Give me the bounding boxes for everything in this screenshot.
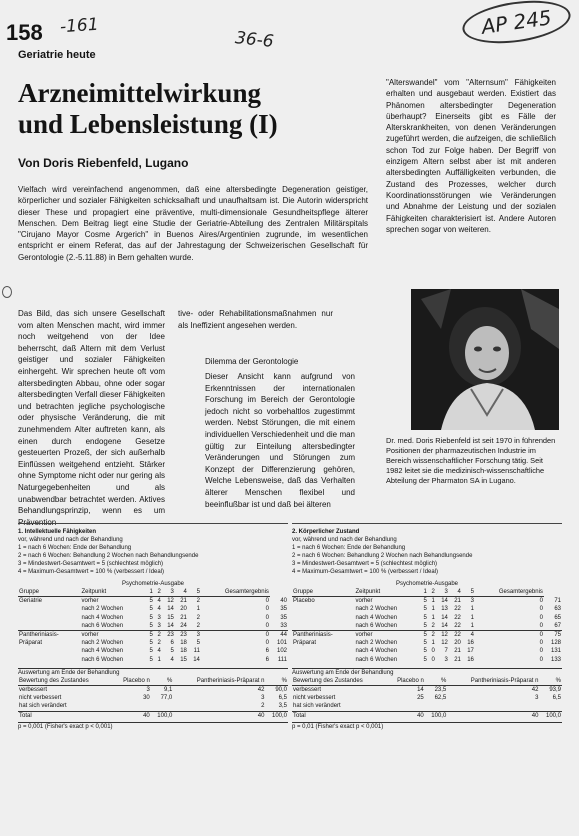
table-cell: Geriatrie [19, 598, 43, 605]
evaluation-row [292, 702, 562, 711]
evaluation-cell: verbessert [19, 687, 48, 694]
table-cell: 16 [467, 640, 474, 647]
table-cell: 5 [423, 606, 427, 613]
table-cell: 6 [265, 656, 269, 663]
table-cell: nach 6 Wochen [355, 622, 398, 629]
archive-stamp: AP 245 [460, 0, 574, 49]
evaluation-cell [151, 702, 174, 711]
page-number: 158 [6, 20, 43, 45]
table-cell: vorher [81, 631, 146, 640]
table-subtitle: vor, während und nach der Behandlung [292, 537, 397, 543]
column-header: 4 [449, 588, 462, 597]
table-cell: 75 [544, 631, 562, 640]
table-cell: 5 [149, 656, 153, 663]
table-cell: 21 [454, 598, 461, 605]
table-cell: 7 [444, 648, 448, 655]
table-cell: 1 [431, 640, 435, 647]
table-cell: nach 6 Wochen [81, 656, 124, 663]
evaluation-cell: 25 [417, 695, 424, 702]
table-row [18, 605, 288, 613]
table-cell: 4 [157, 648, 161, 655]
evaluation-cell [425, 702, 448, 711]
table-footnote: p = 0,01 (Fisher's exact p < 0,001) [292, 722, 562, 731]
table-cell: Pantheriniasis- [292, 631, 355, 640]
table-title: 1. Intellektuelle Fähigkeiten [18, 529, 97, 535]
evaluation-cell: 6,5 [552, 695, 561, 702]
table-cell: 4 [462, 631, 475, 640]
table-cell: 1 [431, 606, 435, 613]
table-cell [18, 622, 81, 631]
table-cell: 5 [423, 640, 427, 647]
table-header-row [18, 588, 288, 597]
table-cell: 14 [167, 622, 174, 629]
table-cell: 3 [470, 598, 474, 605]
table-cell: 0 [431, 656, 435, 663]
table-cell: 2 [154, 631, 162, 640]
table-cell: 1 [470, 614, 474, 621]
table-separator-1 [18, 523, 288, 524]
evaluation-cell: 3 [261, 695, 265, 702]
table-cell: 5 [149, 648, 153, 655]
table-cell: 4 [170, 656, 174, 663]
table-cell [292, 622, 355, 631]
evaluation-cell: 40 [447, 711, 539, 720]
table-cell: 4 [157, 606, 161, 613]
table-cell: 0 [539, 614, 543, 621]
table-cell: 0 [539, 622, 543, 629]
table-cell: 0 [265, 622, 269, 629]
evaluation-cell [539, 702, 562, 711]
evaluation-title: Auswertung am Ende der Behandlung [18, 668, 288, 677]
evaluation-row [292, 711, 562, 720]
table-cell: nach 4 Wochen [355, 614, 398, 621]
evaluation-cell [113, 702, 151, 711]
data-table [292, 588, 562, 664]
table-cell: 14 [441, 598, 448, 605]
table-legend-line: 2 = nach 6 Wochen: Behandlung 2 Wochen nach Behandlungsende [292, 553, 473, 559]
table-cell: 5 [149, 606, 153, 613]
table-legend-line: 1 = nach 6 Wochen: Ende der Behandlung [292, 545, 406, 551]
table-row [292, 622, 562, 631]
table-cell: 21 [180, 598, 187, 605]
column-header: 2 [154, 588, 162, 597]
author-photo [411, 289, 559, 430]
evaluation-cell: 6,5 [278, 695, 287, 702]
table-cell: 18 [180, 640, 187, 647]
portrait-image [411, 289, 559, 430]
table-cell: 14 [167, 606, 174, 613]
evaluation-row [292, 694, 562, 702]
table-cell: 0 [539, 648, 543, 655]
table-row [292, 605, 562, 613]
table-row [18, 647, 288, 655]
evaluation-cell: 40 [173, 711, 265, 720]
table-legend-line: 3 = Mindestwert-Gesamtwert = 5 (schlechtest möglich) [18, 561, 164, 567]
table-cell: 5 [423, 614, 427, 621]
evaluation-cell: 42 [257, 687, 265, 694]
table-cell: 14 [441, 614, 448, 621]
table-cell: 5 [149, 598, 153, 605]
table-cell: 6 [170, 640, 174, 647]
table-cell [292, 647, 355, 655]
table-cell: 22 [454, 622, 461, 629]
table-cell: 15 [180, 656, 187, 663]
table-cell: nach 2 Wochen [81, 640, 124, 647]
evaluation-cell: 42 [531, 687, 539, 694]
table-cell: 5 [170, 648, 174, 655]
table-row [292, 639, 562, 647]
table-row [18, 622, 288, 631]
table-cell: 21 [180, 614, 187, 621]
evaluation-cell: 40 [113, 711, 151, 720]
table-cell: nach 6 Wochen [355, 656, 398, 663]
table-row [292, 647, 562, 655]
table-cell: 2 [431, 622, 435, 629]
table-cell: 5 [423, 598, 427, 605]
table-subtitle: vor, während und nach der Behandlung [18, 537, 123, 543]
table-cell: Präparat [293, 640, 317, 647]
evaluation-header: Placebo n [387, 677, 425, 686]
column-header: Gesamtergebnis [201, 588, 270, 597]
table-cell [18, 605, 81, 613]
evaluation-cell: hat sich verändert [19, 703, 67, 710]
evaluation-cell: 40 [387, 711, 425, 720]
table-cell: 35 [280, 606, 287, 613]
table-cell: 0 [539, 640, 543, 647]
evaluation-header: % [539, 677, 562, 686]
title-line-1: Arzneimittelwirkung [18, 78, 261, 108]
column-header: 5 [188, 588, 201, 597]
table-cell: 0 [539, 598, 543, 605]
table-cell: 111 [277, 656, 287, 663]
table-cell: 65 [554, 614, 561, 621]
table-cell: 23 [175, 631, 188, 640]
table-cell: 3 [157, 622, 161, 629]
table-legend-line: 4 = Maximum-Gesamtwert = 100 % (verbessert / Ideal) [18, 569, 165, 575]
data-table [18, 588, 288, 664]
table-cell: 0 [431, 648, 435, 655]
evaluation-header: Placebo n [113, 677, 151, 686]
evaluation-cell: nicht verbessert [19, 695, 62, 702]
table-cell: 0 [265, 640, 269, 647]
table-cell: 16 [467, 656, 474, 663]
table-cell: nach 4 Wochen [355, 648, 398, 655]
table-cell: 5 [149, 614, 153, 621]
table-cell: nach 6 Wochen [81, 622, 124, 629]
evaluation-row [18, 711, 288, 720]
evaluation-header-row [292, 677, 562, 686]
table-row [18, 656, 288, 664]
table-cell [292, 614, 355, 622]
table-cell: 21 [454, 656, 461, 663]
table-cell: 131 [550, 648, 561, 655]
table-cell: 22 [454, 614, 461, 621]
evaluation-header-row [18, 677, 288, 686]
table-cell: 5 [423, 656, 427, 663]
evaluation-row [18, 694, 288, 702]
evaluation-cell: hat sich verändert [293, 703, 341, 710]
table-cell: nach 2 Wochen [355, 606, 398, 613]
table-cell: 23 [162, 631, 175, 640]
table-cell: 71 [554, 597, 561, 604]
column-header: 1 [420, 588, 428, 597]
evaluation-row [18, 702, 288, 711]
table-cell: 0 [201, 631, 270, 640]
table-cell: 35 [280, 614, 287, 621]
table-cell: 21 [454, 648, 461, 655]
table-cell: 11 [193, 648, 200, 655]
table-cell [18, 647, 81, 655]
evaluation-row [18, 686, 288, 695]
title-line-2: und Lebensleistung (I) [18, 109, 278, 139]
evaluation-cell: 30 [143, 695, 150, 702]
column-header: Zeitpunkt [355, 588, 420, 597]
table-cell: 133 [550, 656, 561, 663]
table-cell: 22 [454, 606, 461, 613]
column-header: 3 [162, 588, 175, 597]
binder-hole [2, 286, 12, 298]
column-header: Gesamtergebnis [475, 588, 544, 597]
table-legend-line: 2 = nach 6 Wochen: Behandlung 2 Wochen nach Behandlungsende [18, 553, 199, 559]
table-cell: 2 [157, 640, 161, 647]
evaluation-title: Auswertung am Ende der Behandlung [292, 668, 562, 677]
body-column-2-top: tive- oder Rehabilitationsmaßnahmen nur als Ineffizient angesehen werden. [178, 309, 333, 330]
table-row [18, 597, 288, 606]
table-row [292, 631, 562, 640]
table-cell [292, 605, 355, 613]
table-legend-line: 4 = Maximum-Gesamtwert = 100 % (verbessert / Ideal) [292, 569, 439, 575]
table-cell: vorher [355, 631, 420, 640]
table-cell: 4 [157, 598, 161, 605]
evaluation-cell: 3 [535, 695, 539, 702]
evaluation-row [292, 686, 562, 695]
column-header: Gruppe [18, 588, 81, 597]
handwritten-code: 36-6 [234, 28, 275, 52]
evaluation-cell: 9,1 [163, 687, 173, 694]
evaluation-table [18, 677, 288, 720]
table-cell: vorher [355, 598, 373, 605]
table-cell: 0 [539, 606, 543, 613]
table-cell: 20 [180, 606, 187, 613]
table-footnote: p = 0,001 (Fisher's exact p < 0,001) [18, 722, 288, 731]
table-cell: 3 [157, 614, 161, 621]
column-group-label: Psychometrie-Ausgabe [395, 581, 459, 587]
table-cell: Präparat [19, 640, 43, 647]
table-cell: 5 [146, 631, 154, 640]
table-cell: 5 [149, 640, 153, 647]
table-cell: 5 [423, 648, 427, 655]
table-cell: 12 [167, 598, 174, 605]
evaluation-cell: 100,0 [265, 711, 288, 720]
evaluation-cell: 23,5 [434, 687, 447, 694]
handwritten-page-range: -161 [59, 14, 100, 38]
evaluation-cell: 77,0 [160, 695, 173, 702]
table-cell: 5 [423, 622, 427, 629]
table-cell: 102 [276, 648, 287, 655]
table-cell: 2 [196, 614, 200, 621]
table-cell: 1 [431, 614, 435, 621]
table-cell [18, 656, 81, 664]
column-header: Zeitpunkt [81, 588, 146, 597]
table-row [292, 656, 562, 664]
evaluation-header: Bewertung des Zustandes [18, 677, 113, 686]
article-title [18, 78, 278, 140]
table-cell: 18 [180, 648, 187, 655]
photo-caption: Dr. med. Doris Riebenfeld ist seit 1970 in führenden Positionen der pharmazeutischen Industrie im Bereich wissenschaftlicher Forschung tätig. Seit 1982 leitet sie die medizinisch-wissenschaftliche Abteilung der Pharmaton SA in Lugano. [386, 436, 556, 485]
evaluation-cell: 100,0 [539, 711, 562, 720]
table-cell: nach 4 Wochen [81, 648, 124, 655]
author-line: Von Doris Riebenfeld, Lugano [18, 156, 189, 170]
table-cell: 67 [554, 622, 561, 629]
section-label: Geriatrie heute [18, 49, 96, 61]
evaluation-cell [387, 702, 425, 711]
column-header: 5 [462, 588, 475, 597]
table-cell: 1 [157, 656, 161, 663]
evaluation-cell: 100,0 [425, 711, 448, 720]
evaluation-header: Bewertung des Zustandes [292, 677, 387, 686]
table-cell: Pantheriniasis- [18, 631, 81, 640]
evaluation-cell [447, 702, 539, 711]
table-cell: 3 [188, 631, 201, 640]
table-cell: 5 [420, 631, 428, 640]
table-cell: 2 [428, 631, 436, 640]
evaluation-table [292, 677, 562, 720]
table-cell: 0 [265, 598, 269, 605]
table-cell: 44 [270, 631, 288, 640]
evaluation-header: Pantheriniasis-Präparat n [447, 677, 539, 686]
table-cell: 12 [436, 631, 449, 640]
evaluation-cell: 90,0 [275, 687, 287, 694]
results-table-2 [292, 528, 562, 731]
evaluation-cell: 62,5 [434, 695, 447, 702]
table-cell: 13 [441, 606, 448, 613]
table-cell: 14 [441, 622, 448, 629]
evaluation-header: % [151, 677, 174, 686]
table-row [18, 614, 288, 622]
subheading: Dilemma der Gerontologie [205, 357, 299, 366]
table-cell: 0 [475, 631, 544, 640]
table-cell: 1 [196, 606, 200, 613]
table-cell: 0 [539, 656, 543, 663]
table-cell: Placebo [293, 598, 315, 605]
body-column-2: Dieser Ansicht kann aufgrund von Erkenntnissen der internationalen Forschung im Bereich der Gerontologie jedoch nicht so vorbehaltlos zugestimmt werden. Nebst Störungen, die mit einem individuellen Verschiedenheit und die man gültig zur Einteilung altersbedingter Veränderungen und Störungen zum Konzept der Differenzierung gehören, Welche Lebensweise, daß das Verhalten älterer Menschen flexibel und beeinflußbar ist und daß bei älteren [205, 372, 355, 509]
table-cell: 1 [431, 598, 435, 605]
table-cell: 63 [554, 606, 561, 613]
table-cell: vorher [81, 598, 99, 605]
table-cell: 20 [454, 640, 461, 647]
table-cell: 17 [467, 648, 474, 655]
table-cell: 1 [470, 622, 474, 629]
table-cell: nach 4 Wochen [81, 614, 124, 621]
evaluation-cell: 93,9 [549, 687, 561, 694]
table-row [18, 631, 288, 640]
evaluation-cell: nicht verbessert [293, 695, 336, 702]
table-cell: 128 [550, 640, 561, 647]
table-cell: nach 2 Wochen [81, 606, 124, 613]
evaluation-cell: Total [18, 711, 113, 720]
body-column-1: Das Bild, das sich unsere Gesellschaft vom alten Menschen macht, wird immer noch weitgehend von der Idee beherrscht, daß Altern mit dem Verlust geistiger und sozialer Fähigkeiten einhergeht. Wir sprechen heute oft vom altersbedingten Abbau, ohne oder sogar altersbedingten Verfall dieser Fähigkeiten und betrachten jegliche psychologische oder physische Veränderung, die mit zunehmendem Alter auftreten kann, als einen durch endogene Gesetze gesteuerten Prozeß, der sich außerhalb Einflüssen weitgehend entzieht. Stärker ohne Symptome nicht oder nur gering als Naturgegebenheiten und als unabwendbar betrachtet werden. Aktives Behandlungsprinzip, wenn es um [18, 309, 165, 516]
table-row [292, 614, 562, 622]
table-cell: 15 [167, 614, 174, 621]
table-cell: 40 [280, 597, 287, 604]
table-cell: 3 [444, 656, 448, 663]
table-legend-line: 1 = nach 6 Wochen: Ende der Behandlung [18, 545, 132, 551]
table-cell: 0 [265, 614, 269, 621]
table-header-row [292, 588, 562, 597]
evaluation-header: % [425, 677, 448, 686]
evaluation-cell: 3 [146, 687, 150, 694]
evaluation-cell: 3,5 [278, 703, 287, 710]
evaluation-cell: verbessert [293, 687, 322, 694]
table-cell: 14 [193, 656, 200, 663]
table-separator-2 [292, 523, 562, 524]
right-column-text: "Alterswandel" vom "Alternsum" Fähigkeiten erhalten und ausgebaut werden. Existiert das Phänomen altersbedingter Degeneration überhaupt? Einerseits gibt es Fälle der Alterskrankheiten, von denen Veränderungen zugeführt werden, die aufzeigen, die schließlich schon Tod zur Folge haben. Der Begriff von einzigem Altern selbst aber ist mit anderen altersbedingten Auffälligkeiten verbunden, die Zustand des Prozesses, welcher durch Koordinationsstörungen wie Veränderungen und Abnahme der Leistung und der sozialen Fähigkeiten charakterisiert ist. Andere Autoren sprechen sogar von weiteren. [386, 78, 556, 234]
table-cell: 12 [441, 640, 448, 647]
table-cell [292, 656, 355, 664]
table-row [18, 639, 288, 647]
evaluation-cell: 14 [417, 687, 424, 694]
table-cell: 101 [276, 640, 287, 647]
table-legend-line: 3 = Mindestwert-Gesamtwert = 5 (schlechtest möglich) [292, 561, 438, 567]
table-cell: 5 [149, 622, 153, 629]
evaluation-cell: 100,0 [151, 711, 174, 720]
evaluation-cell: 2 [261, 703, 265, 710]
table-cell: 0 [265, 606, 269, 613]
table-cell: 24 [180, 622, 187, 629]
evaluation-header: % [265, 677, 288, 686]
column-header: 2 [428, 588, 436, 597]
column-header: 4 [175, 588, 188, 597]
table-cell: 1 [470, 606, 474, 613]
table-title: 2. Körperlicher Zustand [292, 529, 360, 535]
lead-paragraph: Vielfach wird vereinfachend angenommen, daß eine altersbedingte Degeneration geistiger, körperlicher und sozialer Fähigkeiten schicksalhaft und unaufhaltsam ist. Die Autorin widerspricht dieser These und propagiert eine präventive, multi-dimensionale Gesundheitspflege älterer Menschen. Dem Beitrag liegt eine Studie der Geriatrie-Abteilung des Zentralen Militärspitals "Cirujano Mayor Cosme Argerich" in Buenos Aires/Argentinien zugrunde, im wesentlichen entspricht er einem Referat, das auf der Jahrestagung der Schweizerischen Gesellschaft für Gerontologie (2.-5.11.88) in Bern gehalten wurde. [18, 185, 368, 262]
table-row [292, 597, 562, 606]
column-header: Gruppe [292, 588, 355, 597]
table-cell: nach 2 Wochen [355, 640, 398, 647]
table-cell: 6 [265, 648, 269, 655]
table-cell: 5 [196, 640, 200, 647]
column-group-label: Psychometrie-Ausgabe [121, 581, 185, 587]
evaluation-cell: Total [292, 711, 387, 720]
table-cell [18, 614, 81, 622]
column-header: 3 [436, 588, 449, 597]
table-cell: 22 [449, 631, 462, 640]
table-cell: 2 [196, 622, 200, 629]
table-cell: 2 [196, 598, 200, 605]
evaluation-header: Pantheriniasis-Präparat n [173, 677, 265, 686]
results-table-1 [18, 528, 288, 731]
table-cell: 33 [280, 622, 287, 629]
column-header: 1 [146, 588, 154, 597]
